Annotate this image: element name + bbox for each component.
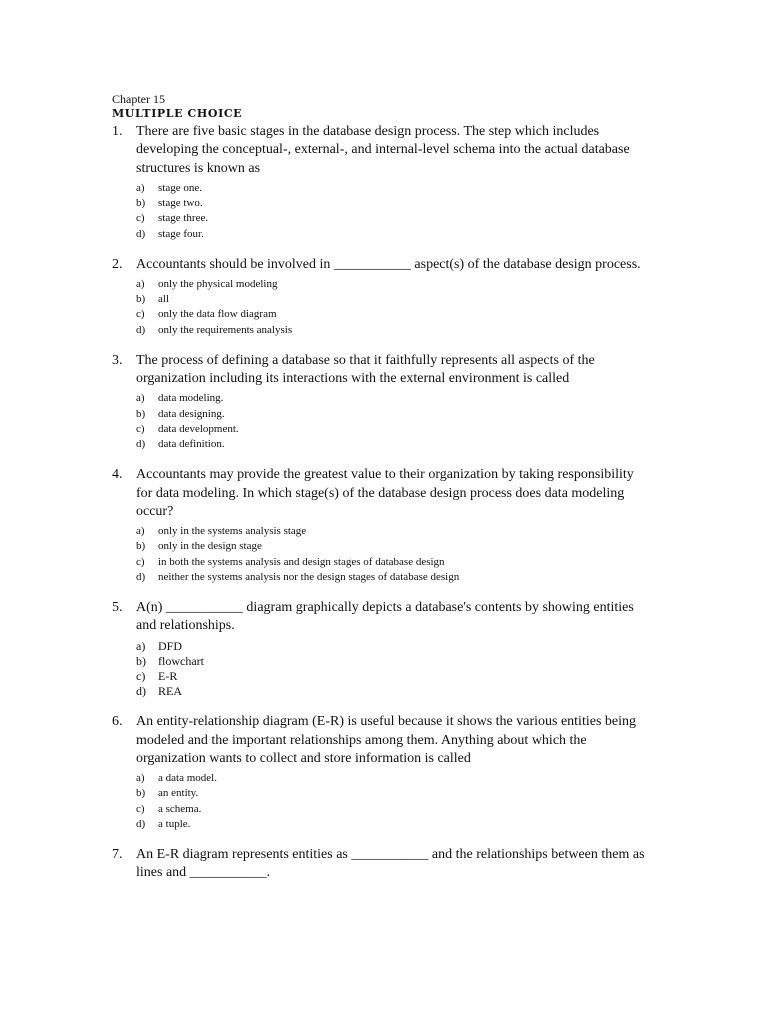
question-number: 6.: [112, 714, 123, 730]
chapter-heading: Chapter 15: [112, 92, 165, 106]
option-letter: a): [136, 392, 145, 405]
question-stem: The process of defining a database so that it faithfully represents all aspects of the organization including its interactions with the external environment is called: [136, 352, 595, 387]
question-number: 2.: [112, 256, 123, 272]
question-5: [112, 599, 652, 699]
answer-option: [136, 422, 652, 437]
option-letter: b): [136, 197, 146, 210]
answer-option: [136, 307, 652, 322]
option-letter: c): [136, 212, 145, 225]
option-text: data modeling.: [158, 392, 224, 405]
answer-option: [136, 684, 652, 699]
option-letter: d): [136, 684, 146, 699]
option-letter: c): [136, 555, 145, 568]
question-1: [112, 123, 652, 242]
option-text: data definition.: [158, 438, 225, 451]
answer-option: [136, 570, 652, 585]
question-2: [112, 256, 652, 338]
answer-options: [112, 391, 652, 452]
answer-option: [136, 639, 652, 654]
option-letter: d): [136, 323, 146, 336]
answer-option: [136, 196, 652, 211]
option-text: E-R: [158, 668, 178, 683]
answer-options: [112, 181, 652, 242]
question-text: [112, 256, 652, 274]
answer-option: [136, 211, 652, 226]
question-text: [112, 599, 652, 636]
option-letter: a): [136, 525, 145, 538]
answer-option: [136, 323, 652, 338]
answer-option: [136, 292, 652, 307]
option-letter: a): [136, 181, 145, 194]
answer-option: [136, 407, 652, 422]
answer-option: [136, 654, 652, 669]
option-letter: a): [136, 638, 146, 653]
answer-option: [136, 227, 652, 242]
question-number: 7.: [112, 847, 123, 863]
question-number: 3.: [112, 352, 123, 368]
answer-options: [112, 771, 652, 832]
answer-option: [136, 555, 652, 570]
option-letter: c): [136, 422, 145, 435]
option-letter: d): [136, 817, 146, 830]
answer-options: [112, 277, 652, 338]
option-text: in both the systems analysis and design stages of database design: [158, 555, 445, 568]
answer-option: [136, 539, 652, 554]
question-stem: Accountants may provide the greatest value to their organization by taking responsibility for data modeling. In which stage(s) of the database design process does data modeling occur?: [136, 467, 634, 519]
question-number: 4.: [112, 467, 123, 483]
option-text: DFD: [158, 638, 183, 653]
option-letter: a): [136, 772, 145, 785]
option-letter: b): [136, 540, 146, 553]
option-text: data designing.: [158, 407, 225, 420]
option-text: only the requirements analysis: [158, 323, 293, 336]
option-letter: a): [136, 278, 145, 290]
answer-option: [136, 669, 652, 684]
option-text: an entity.: [158, 787, 199, 800]
option-text: stage two.: [158, 197, 203, 210]
option-letter: b): [136, 787, 146, 800]
option-text: only the data flow diagram: [158, 308, 277, 321]
option-letter: b): [136, 293, 146, 306]
option-letter: d): [136, 227, 146, 240]
answer-option: [136, 181, 652, 196]
option-text: a data model.: [158, 772, 217, 785]
option-text: stage four.: [158, 227, 204, 240]
question-text: [112, 846, 652, 883]
question-number: 5.: [112, 599, 123, 615]
answer-option: [136, 786, 652, 801]
answer-options: [112, 524, 652, 585]
answer-options: [112, 639, 652, 700]
question-stem: An entity-relationship diagram (E-R) is useful because it shows the various entities being modeled and the important relationships among them. Anything about which the organization wants to collect and store information is called: [136, 714, 636, 766]
answer-option: [136, 771, 652, 786]
option-letter: b): [136, 407, 146, 420]
answer-option: [136, 817, 652, 832]
option-text: flowchart: [158, 653, 204, 668]
option-text: a schema.: [158, 802, 202, 815]
option-letter: c): [136, 308, 145, 321]
question-6: [112, 713, 652, 832]
question-4: [112, 466, 652, 585]
option-text: only the physical modeling: [158, 278, 278, 290]
document-page: [112, 92, 652, 883]
question-text: [112, 466, 652, 521]
question-stem: An E-R diagram represents entities as ___________ and the relationships between them as lines and ___________.: [136, 847, 645, 881]
option-text: stage one.: [158, 181, 202, 194]
answer-option: [136, 524, 652, 539]
option-text: REA: [158, 684, 182, 699]
option-text: only in the design stage: [158, 540, 262, 553]
option-letter: c): [136, 802, 145, 815]
option-text: stage three.: [158, 212, 209, 225]
question-stem: Accountants should be involved in ___________ aspect(s) of the database design process.: [136, 256, 641, 272]
answer-option: [136, 277, 652, 292]
answer-option: [136, 437, 652, 452]
question-stem: A(n) ___________ diagram graphically depicts a database's contents by showing entities and relationships.: [136, 599, 634, 634]
option-text: all: [158, 293, 169, 306]
option-text: only in the systems analysis stage: [158, 525, 307, 538]
question-number: 1.: [112, 124, 123, 139]
question-text: [112, 123, 652, 178]
answer-option: [136, 391, 652, 406]
option-letter: d): [136, 570, 146, 583]
option-letter: c): [136, 668, 146, 683]
question-text: [112, 352, 652, 389]
answer-option: [136, 802, 652, 817]
question-7: [112, 846, 652, 883]
question-3: [112, 352, 652, 452]
option-text: a tuple.: [158, 817, 191, 830]
option-text: data development.: [158, 422, 239, 435]
option-letter: d): [136, 438, 146, 451]
question-stem: There are five basic stages in the database design process. The step which includes developing the conceptual-, external-, and internal-level schema into the actual database structures is known as: [136, 124, 630, 176]
option-text: neither the systems analysis nor the design stages of database design: [158, 570, 460, 583]
question-text: [112, 713, 652, 768]
option-letter: b): [136, 653, 146, 668]
section-heading: MULTIPLE CHOICE: [112, 107, 243, 120]
